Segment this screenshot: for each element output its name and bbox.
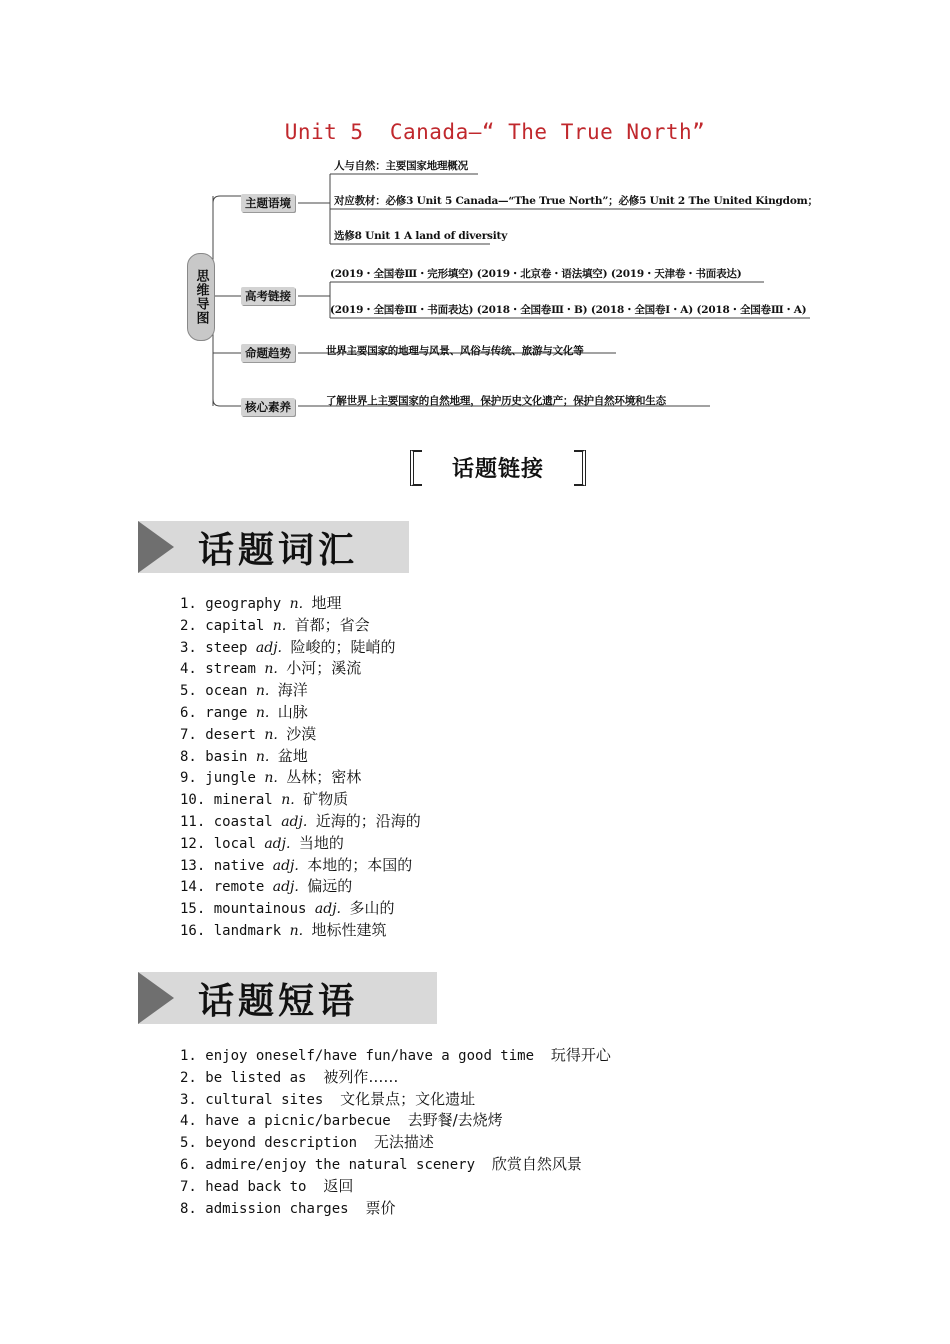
mindmap-branch-exam-link: 高考链接 [241, 287, 295, 305]
phrase-text: be listed as [205, 1069, 307, 1086]
part-of-speech: adj. [314, 901, 341, 918]
item-number: 13. [180, 857, 206, 874]
part-of-speech: n. [264, 726, 278, 743]
vocab-meaning: 首都；省会 [294, 615, 370, 634]
left-bracket-icon [410, 450, 422, 486]
mindmap-leaf-text: 了解世界上主要国家的自然地理，保护历史文化遗产；保护自然环境和生态 [326, 395, 666, 407]
vocab-word: native [213, 857, 265, 874]
vocab-item [180, 658, 421, 680]
mindmap-leaf-text: 对应教材：必修3 Unit 5 Canada—“The True North”；必修5 Unit 2 The United Kingdom； [334, 195, 818, 207]
item-number: 4. [180, 1113, 197, 1130]
phrase-text: beyond description [205, 1135, 358, 1152]
vocab-item [180, 680, 421, 702]
phrase-meaning: 返回 [323, 1176, 354, 1195]
part-of-speech: adj. [255, 639, 282, 656]
item-number: 8. [180, 1200, 197, 1217]
mindmap-leaf-text: (2019・全国卷Ⅲ・书面表达) (2018・全国卷Ⅲ・B) (2018・全国卷Ⅰ・A) (2018・全国卷Ⅲ・A) [330, 304, 807, 316]
phrase-meaning: 被列作…… [323, 1067, 399, 1086]
mindmap-leaf-text: (2019・全国卷Ⅲ・完形填空) (2019・北京卷・语法填空) (2019・天津卷・书面表达) [330, 268, 742, 280]
arrow-right-icon [138, 521, 174, 573]
vocab-word: coastal [213, 813, 273, 830]
item-number: 8. [180, 748, 197, 765]
vocab-word: basin [205, 748, 248, 765]
vocab-meaning: 小河；溪流 [286, 659, 362, 678]
item-number: 3. [180, 1091, 197, 1108]
item-number: 12. [180, 835, 206, 852]
vocab-item [180, 855, 421, 877]
phrase-item [180, 1045, 611, 1067]
part-of-speech: n. [272, 617, 287, 634]
vocab-item [180, 615, 421, 637]
part-of-speech: n. [281, 792, 295, 809]
vocab-item [180, 746, 421, 768]
vocab-word: local [213, 835, 256, 852]
part-of-speech: n. [264, 770, 278, 787]
item-number: 6. [180, 1156, 197, 1173]
mindmap-branch-theme: 主题语境 [241, 194, 295, 212]
item-number: 10. [180, 792, 206, 809]
vocab-item [180, 637, 421, 659]
phrase-text: cultural sites [205, 1091, 324, 1108]
part-of-speech: adj. [272, 857, 299, 874]
part-of-speech: adj. [272, 879, 299, 896]
part-of-speech: n. [289, 922, 304, 939]
item-number: 7. [180, 726, 197, 743]
item-number: 3. [180, 639, 197, 656]
vocab-meaning: 盆地 [277, 746, 308, 765]
topic-link-label: 话题链接 [451, 456, 544, 482]
arrow-right-icon [138, 972, 174, 1024]
mindmap-branch-core: 核心素养 [241, 398, 295, 416]
vocab-item [180, 876, 421, 898]
vocab-item [180, 811, 421, 833]
vocab-word: steep [205, 639, 248, 656]
part-of-speech: adj. [281, 813, 308, 830]
vocab-meaning: 地理 [311, 594, 342, 612]
topic-link-heading [410, 450, 586, 484]
vocab-meaning: 险峻的；陡峭的 [290, 637, 396, 656]
item-number: 9. [180, 770, 197, 787]
phrase-item [180, 1198, 611, 1220]
vocab-meaning: 海洋 [277, 681, 308, 700]
vocab-word: geography [205, 596, 282, 612]
phrase-text: admission charges [205, 1200, 349, 1217]
item-number: 1. [180, 596, 197, 612]
item-number: 11. [180, 813, 206, 830]
vocab-item [180, 898, 421, 920]
right-bracket-icon [574, 450, 586, 486]
item-number: 2. [180, 1069, 197, 1086]
mindmap-leaf-text: 选修8 Unit 1 A land of diversity [334, 230, 508, 242]
phrase-heading: 话题短语 [198, 980, 359, 1022]
phrase-meaning: 欣赏自然风景 [491, 1154, 582, 1173]
part-of-speech: adj. [264, 835, 291, 852]
phrase-item [180, 1067, 611, 1089]
mindmap-branch-trend: 命题趋势 [241, 344, 295, 362]
phrase-item [180, 1132, 611, 1154]
phrase-item [180, 1154, 611, 1176]
item-number: 14. [180, 879, 206, 896]
phrase-item [180, 1089, 611, 1111]
item-number: 7. [180, 1178, 197, 1195]
item-number: 6. [180, 704, 197, 721]
item-number: 15. [180, 901, 206, 918]
item-number: 1. [180, 1048, 197, 1064]
vocab-meaning: 多山的 [349, 899, 395, 918]
phrase-meaning: 去野餐/去烧烤 [407, 1111, 503, 1130]
phrase-item [180, 1176, 611, 1198]
phrase-text: have a picnic/barbecue [205, 1113, 391, 1130]
phrase-item [180, 1110, 611, 1132]
vocab-meaning: 丛林；密林 [286, 768, 362, 787]
mindmap-leaf-text: 人与自然：主要国家地理概况 [334, 160, 468, 172]
vocab-item [180, 767, 421, 789]
phrase-text: enjoy oneself/have fun/have a good time [205, 1048, 535, 1064]
vocab-item [180, 724, 421, 746]
mindmap-connectors [0, 150, 950, 420]
vocab-item [180, 789, 421, 811]
vocab-meaning: 本地的；本国的 [307, 855, 413, 874]
vocab-heading: 话题词汇 [198, 529, 359, 571]
page-title: Unit 5 Canada—“ The True North” [284, 120, 706, 144]
vocab-word: desert [205, 726, 256, 743]
phrase-meaning: 文化景点；文化遗址 [340, 1089, 476, 1108]
vocab-item [180, 702, 421, 724]
item-number: 5. [180, 1135, 197, 1152]
mindmap-root: 思维导图 [187, 253, 215, 341]
phrase-meaning: 无法描述 [373, 1133, 434, 1152]
vocab-word: landmark [213, 922, 282, 939]
part-of-speech: n. [255, 748, 270, 765]
item-number: 4. [180, 661, 197, 678]
vocab-item [180, 593, 421, 615]
vocab-meaning: 山脉 [277, 702, 308, 721]
vocab-meaning: 当地的 [298, 833, 344, 852]
vocab-meaning: 近海的；沿海的 [315, 811, 421, 830]
vocab-meaning: 矿物质 [303, 790, 349, 809]
phrase-text: admire/enjoy the natural scenery [205, 1156, 476, 1173]
vocab-word: mineral [213, 792, 273, 809]
phrase-banner [138, 972, 437, 1024]
vocab-word: ocean [205, 683, 248, 700]
vocab-word: mountainous [213, 901, 307, 918]
vocab-word: remote [213, 879, 265, 896]
vocab-word: capital [205, 617, 265, 634]
item-number: 16. [180, 922, 206, 939]
part-of-speech: n. [255, 683, 270, 700]
vocab-word: stream [205, 661, 256, 678]
phrase-list [180, 1045, 611, 1219]
item-number: 5. [180, 683, 197, 700]
vocab-meaning: 偏远的 [307, 877, 353, 896]
mindmap-leaf-text: 世界主要国家的地理与风景、风俗与传统、旅游与文化等 [326, 345, 584, 357]
phrase-meaning: 玩得开心 [550, 1046, 611, 1064]
part-of-speech: n. [264, 661, 278, 678]
vocab-banner [138, 521, 409, 573]
vocab-item [180, 920, 421, 942]
vocab-item [180, 833, 421, 855]
vocab-meaning: 沙漠 [286, 724, 317, 743]
vocab-meaning: 地标性建筑 [311, 920, 387, 939]
vocab-word: jungle [205, 770, 256, 787]
vocab-list [180, 593, 421, 942]
part-of-speech: n. [289, 596, 304, 612]
part-of-speech: n. [255, 704, 270, 721]
vocab-word: range [205, 704, 248, 721]
item-number: 2. [180, 617, 197, 634]
phrase-meaning: 票价 [365, 1198, 396, 1217]
phrase-text: head back to [205, 1178, 307, 1195]
